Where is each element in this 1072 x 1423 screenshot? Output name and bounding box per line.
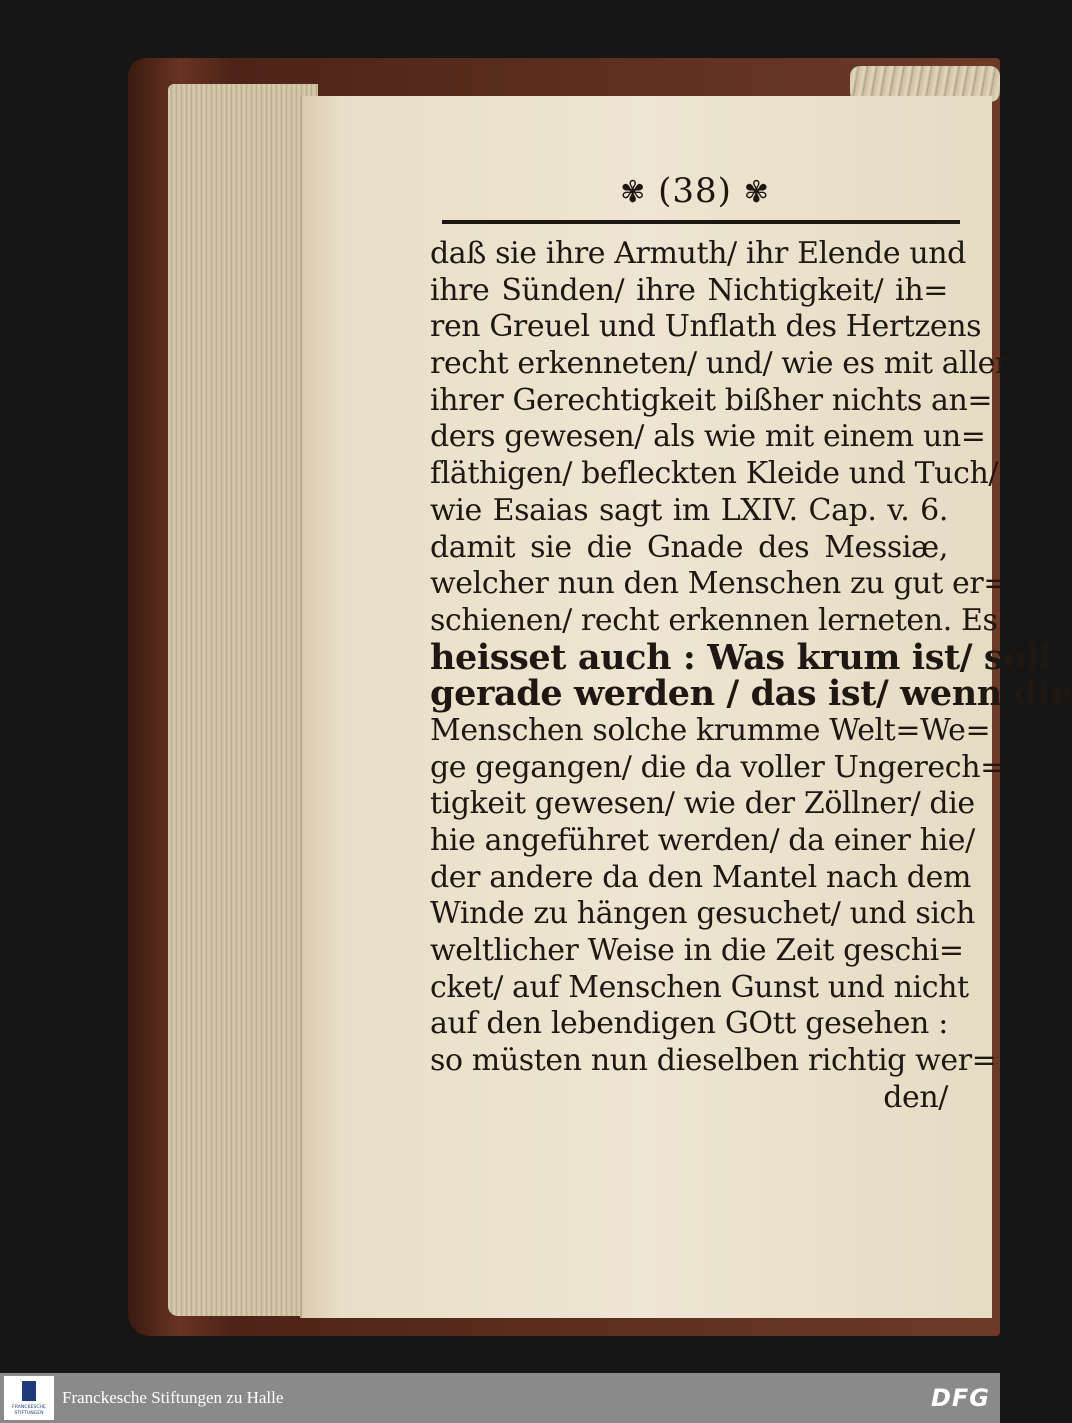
page-header: [430, 166, 960, 216]
text-line: so müsten nun dieselben richtig wer=: [430, 1043, 997, 1079]
text-line: heisset auch : Was krum ist/ soll: [430, 636, 1052, 678]
body-text: [430, 236, 1072, 1117]
text-line: tigkeit gewesen/ wie der Zöllner/ die: [430, 786, 975, 822]
text-line: wie Esaias sagt im LXIV. Cap. v. 6.: [430, 492, 948, 528]
text-line: hie angeführet werden/ da einer hie/: [430, 823, 975, 858]
logo-wordmark: FRANCKESCHE STIFTUNGEN: [12, 1405, 46, 1416]
catchword: den/: [883, 1079, 948, 1115]
text-line: damit sie die Gnade des Messiæ,: [430, 529, 948, 565]
text-line: daß sie ihre Armuth/ ihr Elende und: [430, 236, 966, 271]
ornament-right-icon: ✾: [743, 175, 770, 210]
text-line: recht erkenneten/ und/ wie es mit aller: [430, 346, 1009, 382]
text-line: weltlicher Weise in die Zeit geschi=: [430, 933, 964, 969]
dfg-logo[interactable]: DFG: [930, 1384, 990, 1412]
page-number: (38): [658, 171, 732, 211]
text-line: Winde zu hängen gesuchet/ und sich: [430, 896, 975, 932]
text-line: schienen/ recht erkennen lerneten. Es: [430, 602, 998, 638]
header-rule: [442, 220, 960, 224]
institution-logo[interactable]: [4, 1376, 54, 1420]
text-line: welcher nun den Menschen zu gut er=: [430, 566, 1009, 602]
page-text-block: [430, 166, 1072, 1117]
text-line: ren Greuel und Unflath des Hertzens: [430, 309, 982, 345]
text-line: ihrer Gerechtigkeit bißher nichts an=: [430, 382, 993, 418]
text-line: ge gegangen/ die da voller Ungerech=: [430, 749, 1005, 785]
text-line: der andere da den Mantel nach dem: [430, 859, 972, 895]
footer-bar: [0, 1373, 1000, 1423]
institution-name: Franckesche Stiftungen zu Halle: [62, 1388, 284, 1407]
text-line: ihre Sünden/ ihre Nichtigkeit/ ih=: [430, 272, 948, 308]
building-icon: [22, 1381, 36, 1401]
page-edges: [168, 84, 318, 1316]
text-line: fläthigen/ befleckten Kleide und Tuch/: [430, 456, 999, 492]
text-line: ders gewesen/ als wie mit einem un=: [430, 419, 986, 455]
ornament-left-icon: ✾: [620, 175, 647, 210]
text-line: gerade werden / das ist/ wenn die: [430, 673, 1072, 715]
text-line: Menschen solche krumme Welt=We=: [430, 712, 991, 748]
text-line: cket/ auf Menschen Gunst und nicht: [430, 969, 969, 1005]
text-line: auf den lebendigen GOtt gesehen :: [430, 1006, 948, 1042]
